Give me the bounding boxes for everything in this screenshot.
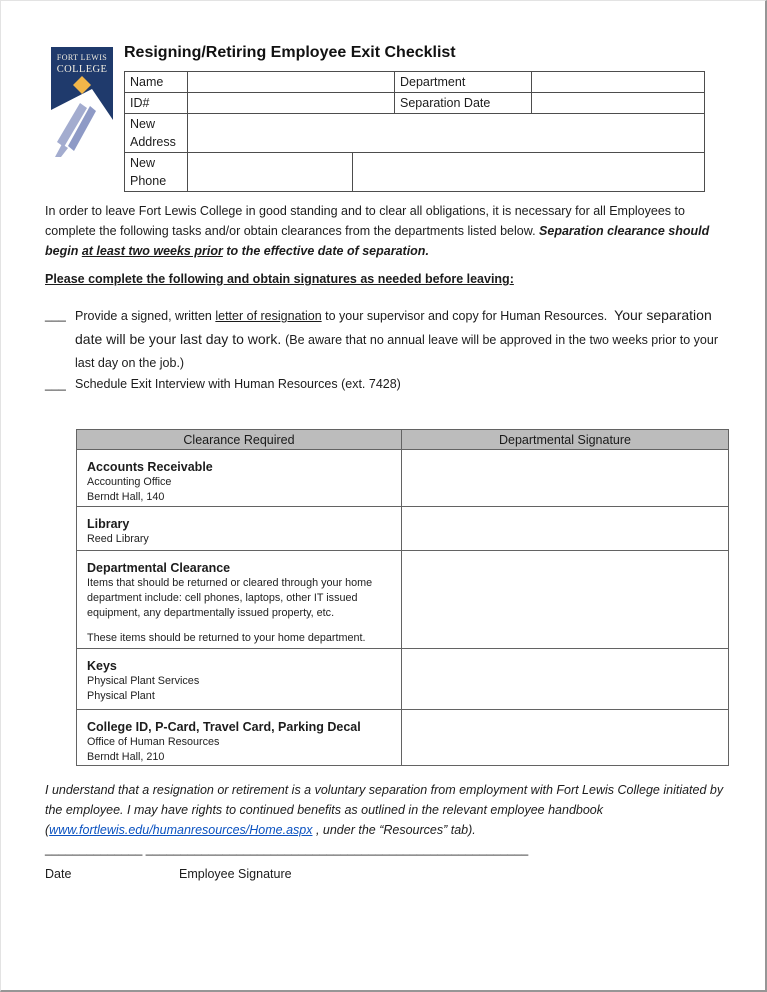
logo-banner-icon	[51, 47, 113, 157]
id-input-cell[interactable]	[188, 93, 395, 114]
employee-info-table	[124, 71, 705, 192]
info-row-name-department	[125, 72, 705, 93]
clearance-required-header: Clearance Required	[77, 430, 402, 450]
intro-text: In order to leave Fort Lewis College in good standing and to clear all obligations, it is necessary for all Employees to complete the following tasks and/or obtain clearances from the departments listed below.	[45, 204, 685, 238]
row-subline: Office of Human Resources	[87, 736, 220, 748]
checklist-1-emphasis: Your separation date will be your last day to work.	[75, 307, 712, 347]
table-row-keys	[77, 649, 729, 710]
date-label: Date	[45, 867, 72, 881]
id-label: ID#	[125, 93, 188, 114]
new-address-input-cell[interactable]	[188, 114, 705, 153]
row-title: Keys	[87, 659, 117, 673]
signature-cell-college-id[interactable]	[402, 710, 729, 766]
checklist-item-resignation-letter	[45, 304, 733, 375]
row-title: Accounts Receivable	[87, 460, 213, 474]
table-row-departmental-clearance	[77, 551, 729, 649]
new-phone-input-cell-1[interactable]	[188, 153, 353, 192]
signature-cell-keys[interactable]	[402, 649, 729, 710]
row-title: College ID, P-Card, Travel Card, Parking Decal	[87, 720, 361, 734]
signature-line[interactable]: ______________ _______________________________________________________	[45, 842, 529, 856]
row-title: Library	[87, 517, 130, 531]
logo-bottom-chevron	[55, 144, 68, 157]
college-id-cell	[77, 710, 402, 766]
acknowledgement-text-2: , under the “Resources” tab).	[312, 823, 476, 837]
letter-of-resignation-underlined: letter of resignation	[215, 309, 322, 323]
name-input-cell[interactable]	[188, 72, 395, 93]
checklist-item-2-text: Schedule Exit Interview with Human Resources (ext. 7428)	[75, 377, 401, 391]
intro-bold-text-2: to the effective date of separation.	[222, 244, 429, 258]
checklist-1-note: (Be aware that no annual leave will be approved in the two weeks prior to your last day on the job.)	[75, 333, 718, 370]
checklist-1-part2: to your supervisor and copy for Human Resources.	[321, 309, 615, 323]
instructions-heading: Please complete the following and obtain signatures as needed before leaving:	[45, 272, 514, 286]
separation-date-label: Separation Date	[395, 93, 532, 114]
clearance-table-header-row	[77, 430, 729, 450]
signature-cell-departmental-clearance[interactable]	[402, 551, 729, 649]
checklist-1-part1: Provide a signed, written	[75, 309, 216, 323]
row-subline: Items that should be returned or cleared through your home department include: cell phones, laptops, other IT issued equipment, any departmentally issued property, etc.	[87, 577, 373, 619]
keys-cell	[77, 649, 402, 710]
row-title: Departmental Clearance	[87, 561, 231, 575]
checklist-item-exit-interview	[45, 375, 733, 393]
table-row-accounts-receivable	[77, 450, 729, 507]
intro-bold-underlined-text: at least two weeks prior	[81, 244, 223, 258]
row-subline: Reed Library	[87, 533, 149, 545]
info-row-new-phone	[125, 153, 705, 192]
new-phone-input-cell-2[interactable]	[353, 153, 705, 192]
table-row-college-id	[77, 710, 729, 766]
page-title: Resigning/Retiring Employee Exit Checklist	[124, 44, 456, 61]
row-subline: Berndt Hall, 140	[87, 491, 165, 503]
row-extra-note: These items should be returned to your home department.	[87, 632, 366, 644]
departmental-signature-header: Departmental Signature	[402, 430, 729, 450]
acknowledgement-paragraph	[45, 780, 741, 840]
fort-lewis-college-logo	[51, 47, 113, 157]
signature-cell-library[interactable]	[402, 507, 729, 551]
logo-text-fort-lewis: FORT LEWIS	[56, 53, 108, 62]
info-row-new-address	[125, 114, 705, 153]
employee-signature-label: Employee Signature	[179, 867, 292, 881]
new-address-label: New Address	[125, 114, 188, 153]
row-subline: Physical Plant	[87, 690, 155, 702]
department-input-cell[interactable]	[532, 72, 705, 93]
checklist-item-1-text	[75, 304, 733, 375]
accounts-receivable-cell	[77, 450, 402, 507]
intro-bold-text-1: Separation clearance should begin	[45, 224, 710, 258]
separation-date-input-cell[interactable]	[532, 93, 705, 114]
signature-cell-accounts-receivable[interactable]	[402, 450, 729, 507]
row-subline: Accounting Office	[87, 476, 172, 488]
department-label: Department	[395, 72, 532, 93]
acknowledgement-text-1: I understand that a resignation or retirement is a voluntary separation from employment with Fort Lewis College initiated by the employee. I may have rights to continued benefits as outlined in the relevant employee handbook (	[45, 783, 724, 837]
logo-text-college: COLLEGE	[56, 64, 108, 75]
departmental-clearance-cell	[77, 551, 402, 649]
library-cell	[77, 507, 402, 551]
checkmark-blank-2[interactable]: ___	[45, 377, 66, 391]
handbook-link[interactable]: www.fortlewis.edu/humanresources/Home.aspx	[49, 823, 313, 837]
new-phone-label: New Phone	[125, 153, 188, 192]
intro-paragraph	[45, 201, 733, 261]
info-row-id-separation	[125, 93, 705, 114]
row-subline: Berndt Hall, 210	[87, 751, 165, 763]
clearance-table	[76, 429, 729, 766]
row-subline: Physical Plant Services	[87, 675, 200, 687]
checkmark-blank-1[interactable]: ___	[45, 308, 66, 322]
name-label: Name	[125, 72, 188, 93]
table-row-library	[77, 507, 729, 551]
